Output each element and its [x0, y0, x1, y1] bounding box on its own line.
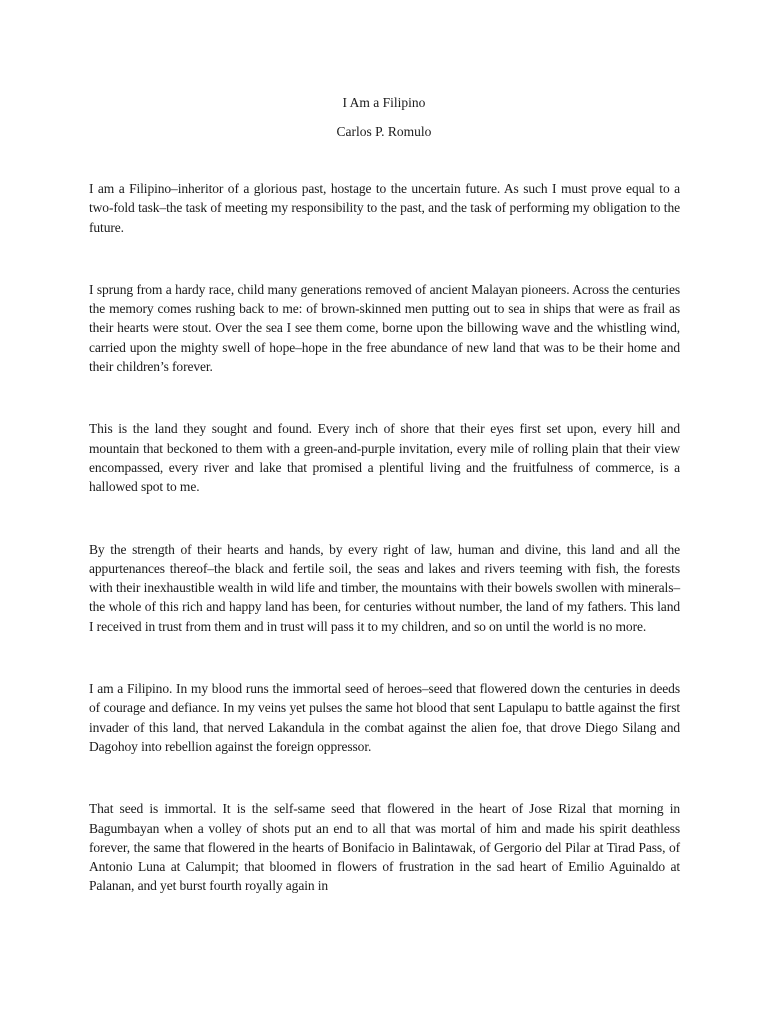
paragraph-1: I am a Filipino–inheritor of a glorious past, hostage to the uncertain future. As such I must prove equal to a two-fold task–the task of meeting my responsibility to the past, and the task of performing my obligation to the future. — [89, 181, 680, 235]
document-author: Carlos P. Romulo — [336, 124, 432, 139]
paragraph-5: I am a Filipino. In my blood runs the immortal seed of heroes–seed that flowered down the centuries in deeds of courage and defiance. In my veins yet pulses the same hot blood that sent Lapulapu to battle against the first invader of this land, that nerved Lakandula in the combat against the alien foe, that drove Diego Silang and Dagohoy into rebellion against the foreign oppressor. — [89, 681, 680, 754]
paragraph-3: This is the land they sought and found. Every inch of shore that their eyes first set upon, every hill and mountain that beckoned to them with a green-and-purple invitation, every mile of rolling plain that their view encompassed, every river and lake that promised a plentiful living and the fruitfulness of commerce, is a hallowed spot to me. — [89, 421, 680, 495]
document-title: I Am a Filipino — [342, 95, 426, 110]
document-body — [89, 179, 680, 939]
paragraph-6: That seed is immortal. It is the self-same seed that flowered in the heart of Jose Rizal that morning in Bagumbayan when a volley of shots put an end to all that was mortal of him and made his spirit deathless forever, the same that flowered in the hearts of Bonifacio in Balintawak, of Gergorio del Pilar at Tirad Pass, of Antonio Luna at Calumpit; that bloomed in flowers of frustration in the sad heart of Emilio Aguinaldo at Palanan, and yet burst fourth royally again in — [89, 801, 680, 894]
paragraph-2: I sprung from a hardy race, child many generations removed of ancient Malayan pioneers. Across the centuries the memory comes rushing back to me: of brown-skinned men putting out to sea in ships that were as frail as their hearts were stout. Over the sea I see them come, borne upon the billowing wave and the whistling wind, carried upon the mighty swell of hope–hope in the free abundance of new land that was to be their home and their children’s forever. — [89, 281, 680, 375]
paragraph-4: By the strength of their hearts and hands, by every right of law, human and divine, this land and all the appurtenances thereof–the black and fertile soil, the seas and lakes and rivers teeming with fish, the forests with their inexhaustible wealth in wild life and timber, the mountains with their bowels swollen with minerals–the whole of this rich and happy land has been, for centuries without number, the land of my fathers. This land I received in trust from them and in trust will pass it to my children, and so on until the world is no more. — [89, 541, 680, 634]
